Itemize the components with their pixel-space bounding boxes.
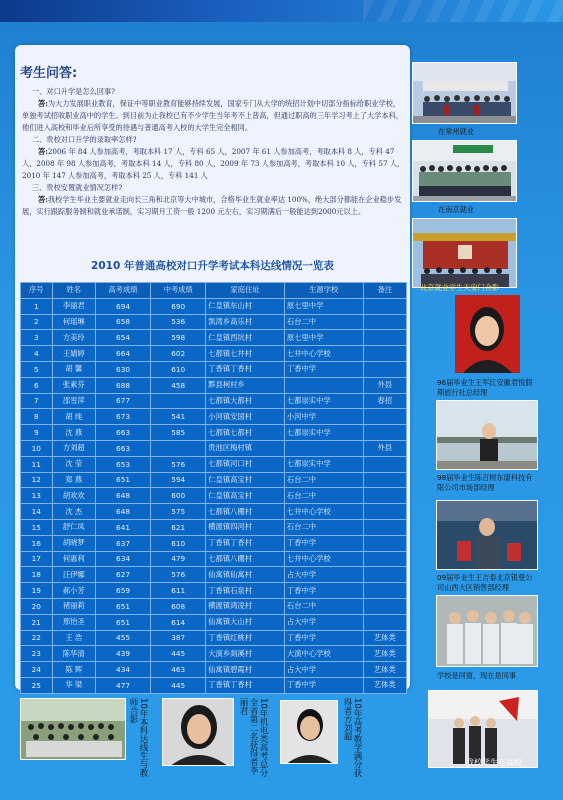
question-3: 三、贵校安置就业情况怎样? [32,183,123,192]
column-header: 备注 [363,283,406,299]
caption-classmates: 学校是同窗，现在是同事 [437,671,517,680]
table-cell: 12 [21,472,53,488]
table-row [21,472,407,488]
table-body [21,298,407,693]
table-cell [363,598,406,614]
table-cell: 630 [95,361,150,377]
table-cell: 439 [95,646,150,662]
column-header: 序号 [21,283,53,299]
table-cell: 663 [95,425,150,441]
table-cell: 677 [95,393,150,409]
table-cell [284,440,363,456]
table-cell: 2 [21,314,53,330]
table-cell: 郑 燕 [52,472,95,488]
table-cell: 600 [151,488,206,504]
caption-beijing: 北京就业学生天安门合影 [420,283,500,292]
answer-1: 答:为大力发展职业教育，保证中等职业教育能够持续发展，国家专门从大学的统招计划中切部分指标给职业学校，单独考试招收职业高中的学生。到目前为止我校已有不少学生当年考不上普高，但通过职高的三年学习考上了大学本科，他们进入高校和毕业后所享受的待遇与普通高考入校的大学生完全相同。 [22,99,403,132]
table-cell: 贵池区梅村镇 [206,440,285,456]
table-cell: 673 [95,409,150,425]
top-banner [0,0,563,22]
question-2: 二、贵校对口升学的录取率怎样? [32,135,137,144]
table-cell: 外县 [363,377,406,393]
table-row [21,677,407,693]
table-row [21,519,407,535]
table-cell: 648 [95,504,150,520]
table-cell: 19 [21,583,53,599]
table-cell: 邢怡圣 [52,614,95,630]
table-cell: 694 [95,298,150,314]
table-cell: 637 [95,535,150,551]
table-row [21,409,407,425]
table-row [21,425,407,441]
answer-2: 答:2006 年 84 人参加高考，考取本科 17 人，专科 65 人，2007 年 61 人参加高考，考取本科 8 人，专科 47 人，2008 年 98 人参加高考，考取本科 14 人，专科 80 人，2009 年 73 人参加高考，考取本科 10 人，专科 57 人，2010 年 147 人参加高考，考取本科 25 人，专科 141 人 [22,147,405,180]
table-cell: 7 [21,393,53,409]
students-at-university-photo [428,690,538,768]
table-cell: 仁皇镇高宝村 [206,472,285,488]
table-cell: 方美玲 [52,330,95,346]
results-table [20,282,407,694]
table-row [21,598,407,614]
table-cell: 576 [151,567,206,583]
table-cell: 9 [21,425,53,441]
table-cell: 七都镇大都村 [206,393,285,409]
table-cell: 原七里中学 [284,330,363,346]
table-cell: 方刘超 [52,440,95,456]
column-header: 姓名 [52,283,95,299]
table-cell: 原七里中学 [284,298,363,314]
caption-changzhou: 在常州就业 [438,127,474,136]
table-cell: 艺体类 [363,662,406,678]
table-cell: 汪伊娜 [52,567,95,583]
table-row [21,646,407,662]
portrait-wang-junhong [455,295,520,373]
table-cell: 七都镇七井村 [206,346,285,362]
table-cell: 横渡镇鸿凌村 [206,598,285,614]
caption-wang-jitai: 09届毕业生王吉泰北京银曼公司山西大区销售部经理 [437,573,533,592]
table-cell [363,614,406,630]
table-cell: 仁皇镇东山村 [206,298,285,314]
table-title: 2010 年普通高校对口升学考试本科达线情况一览表 [91,260,334,272]
table-cell [363,425,406,441]
table-cell: 651 [95,614,150,630]
table-cell [284,377,363,393]
table-cell: 463 [151,662,206,678]
table-cell: 3 [21,330,53,346]
table-cell: 何惠利 [52,551,95,567]
table-cell: 25 [21,677,53,693]
column-header: 中考成绩 [151,283,206,299]
table-cell: 七都崇实中学 [284,425,363,441]
table-cell: 5 [21,361,53,377]
table-cell: 17 [21,551,53,567]
table-cell: 外县 [363,440,406,456]
table-row [21,346,407,362]
table-cell: 黟县柯村乡 [206,377,285,393]
caption-li-lijun: 10年机电类高考总分全省第二名获得者李丽君 [238,698,268,777]
table-cell [363,298,406,314]
table-cell: 丁香镇石泉村 [206,583,285,599]
table-cell: 占大中学 [284,614,363,630]
table-cell: 688 [95,377,150,393]
table-row [21,535,407,551]
caption-students-university: 我校学生在高校 [466,758,522,767]
table-cell: 479 [151,551,206,567]
table-cell: 王 浩 [52,630,95,646]
caption-chen-zhaoshu: 98届毕业生陈召树东康科技有限公司市场部经理 [437,473,533,492]
caption-wang-junhong: 96届毕业生王军红安徽君悦假期旅行社总经理 [437,378,533,397]
table-cell: 胡晓梦 [52,535,95,551]
table-cell: 651 [95,472,150,488]
table-cell: 大演中心学校 [284,646,363,662]
teachers-group-photo [20,698,126,760]
table-cell: 仙寓镇仙寓村 [206,567,285,583]
table-cell: 602 [151,346,206,362]
table-cell: 10 [21,440,53,456]
answer-3: 答:我校学生毕业主要就业走向长三角和北京等大中城市，合格毕业生就业率达 100%，绝大部分都能在企业稳步发展，实行跟踪服务制和就业承诺制，实习期月工资一般 1200 元左右，实习期满后一般能达到2000元以上。 [22,195,402,216]
table-cell: 610 [151,361,206,377]
question-1: 一、对口升学是怎么回事? [32,87,115,96]
table-cell [363,519,406,535]
table-row [21,567,407,583]
table-row [21,630,407,646]
table-cell: 丁香中学 [284,361,363,377]
table-cell: 690 [151,298,206,314]
table-cell: 丁香中学 [284,535,363,551]
table-header-row [21,283,407,299]
table-cell: 王婧婷 [52,346,95,362]
table-cell: 575 [151,504,206,520]
portrait-wang-jitai [436,500,538,570]
table-row [21,504,407,520]
table-cell [363,535,406,551]
table-cell: 611 [151,583,206,599]
table-cell: 13 [21,488,53,504]
table-cell: 659 [95,583,150,599]
table-cell: 541 [151,409,206,425]
table-cell: 仙寓镇大山村 [206,614,285,630]
portrait-li-lijun [162,698,234,766]
table-row [21,314,407,330]
table-cell: 沈 燕 [52,425,95,441]
table-cell: 653 [95,456,150,472]
table-cell [363,409,406,425]
table-cell: 23 [21,646,53,662]
table-cell: 614 [151,614,206,630]
table-cell: 石台二中 [284,488,363,504]
table-cell [363,567,406,583]
table-cell: 14 [21,504,53,520]
table-cell: 胡 纯 [52,409,95,425]
table-cell [363,330,406,346]
table-cell: 陈华清 [52,646,95,662]
table-row [21,298,407,314]
table-cell: 663 [95,440,150,456]
table-cell: 胡 馨 [52,361,95,377]
table-cell: 七井中心学校 [284,504,363,520]
table-cell: 648 [95,488,150,504]
table-cell: 石台二中 [284,314,363,330]
table-cell: 445 [151,646,206,662]
table-cell [363,314,406,330]
table-cell: 占大中学 [284,662,363,678]
table-cell: 陈 辉 [52,662,95,678]
table-cell: 658 [95,314,150,330]
column-header: 家庭住址 [206,283,285,299]
table-cell: 610 [151,535,206,551]
table-cell: 丁香镇丁香村 [206,677,285,693]
table-cell: 576 [151,456,206,472]
table-cell: 七井中心学校 [284,551,363,567]
table-cell [363,488,406,504]
table-cell: 387 [151,630,206,646]
table-cell: 598 [151,330,206,346]
table-cell: 8 [21,409,53,425]
table-cell [363,583,406,599]
table-cell: 丁香镇丁香村 [206,535,285,551]
table-cell [363,346,406,362]
table-cell: 七都镇七都村 [206,425,285,441]
table-cell: 何瑶琳 [52,314,95,330]
table-cell: 594 [151,472,206,488]
table-cell [151,393,206,409]
table-cell: 18 [21,567,53,583]
table-cell: 477 [95,677,150,693]
table-cell: 丁香中学 [284,677,363,693]
table-cell: 651 [95,598,150,614]
table-cell: 1 [21,298,53,314]
table-cell: 舒仁凤 [52,519,95,535]
table-cell: 608 [151,598,206,614]
table-cell: 横渡镇四河村 [206,519,285,535]
table-cell [363,551,406,567]
table-cell [363,361,406,377]
table-cell: 凯湾乡高乐村 [206,314,285,330]
table-cell: 七都崇实中学 [284,393,363,409]
table-cell: 641 [95,519,150,535]
table-cell: 小河中学 [284,409,363,425]
table-cell: 16 [21,535,53,551]
table-cell: 445 [151,677,206,693]
table-row [21,551,407,567]
caption-nanjing: 在南京就业 [438,205,474,214]
answer-label: 答: [38,195,48,204]
table-cell: 石台二中 [284,598,363,614]
column-header: 高考成绩 [95,283,150,299]
table-cell: 郝小芳 [52,583,95,599]
table-cell [363,504,406,520]
table-cell: 褚丽莉 [52,598,95,614]
table-cell: 占大中学 [284,567,363,583]
table-cell: 丁香中学 [284,630,363,646]
table-cell: 七都镇八棚村 [206,551,285,567]
nanjing-group-photo [412,140,517,202]
table-cell: 艺体类 [363,630,406,646]
table-cell: 小河镇安国村 [206,409,285,425]
table-cell: 621 [151,519,206,535]
table-cell: 七都镇河口村 [206,456,285,472]
table-cell: 春招 [363,393,406,409]
portrait-fang-liuchao [280,700,338,764]
table-cell: 丁香中学 [284,583,363,599]
table-cell: 455 [95,630,150,646]
table-row [21,456,407,472]
table-cell: 胡欢欢 [52,488,95,504]
table-cell: 仙寓镇碧霞村 [206,662,285,678]
table-cell: 654 [95,330,150,346]
table-row [21,614,407,630]
table-row [21,662,407,678]
table-cell: 仁皇镇西坑村 [206,330,285,346]
table-cell: 艺体类 [363,646,406,662]
page-heading: 考生问答: [20,66,78,81]
table-cell: 丁香镇丁香村 [206,361,285,377]
table-row [21,583,407,599]
table-cell: 张素芬 [52,377,95,393]
classmates-photo [436,595,538,667]
answer-label: 答: [38,99,48,108]
table-cell [363,456,406,472]
table-cell: 艺体类 [363,677,406,693]
table-cell [363,472,406,488]
table-cell [151,440,206,456]
table-cell: 4 [21,346,53,362]
table-row [21,488,407,504]
answer-label: 答: [38,147,48,156]
caption-teachers: 10年本科达线生与教师合影 [128,698,148,777]
table-cell: 585 [151,425,206,441]
caption-fang-liuchao: 10年高考数学满分获得者方刘超 [342,698,362,777]
table-cell: 七都崇实中学 [284,456,363,472]
table-cell: 七都镇八棚村 [206,504,285,520]
column-header: 生源学校 [284,283,363,299]
qa-section [22,86,406,218]
table-cell: 634 [95,551,150,567]
table-cell: 李丽君 [52,298,95,314]
table-cell: 458 [151,377,206,393]
table-cell: 丁香镇红桃村 [206,630,285,646]
table-cell: 华 梁 [52,677,95,693]
table-cell: 石台二中 [284,519,363,535]
table-cell: 24 [21,662,53,678]
table-cell: 沈 莹 [52,456,95,472]
table-row [21,440,407,456]
table-cell: 石台二中 [284,472,363,488]
table-cell: 仁皇镇高宝村 [206,488,285,504]
portrait-chen-zhaoshu [436,400,538,470]
table-cell: 664 [95,346,150,362]
changzhou-group-photo [412,62,517,124]
table-cell: 15 [21,519,53,535]
tiananmen-photo [412,218,517,288]
table-cell: 邵雪萍 [52,393,95,409]
table-cell: 11 [21,456,53,472]
table-cell: 大演乡剡溪村 [206,646,285,662]
table-cell: 22 [21,630,53,646]
table-row [21,377,407,393]
table-cell: 沈 杰 [52,504,95,520]
table-cell: 20 [21,598,53,614]
table-row [21,330,407,346]
table-row [21,393,407,409]
table-cell: 434 [95,662,150,678]
table-cell: 6 [21,377,53,393]
table-cell: 七井中心学校 [284,346,363,362]
table-cell: 536 [151,314,206,330]
table-cell: 627 [95,567,150,583]
table-cell: 21 [21,614,53,630]
table-row [21,361,407,377]
